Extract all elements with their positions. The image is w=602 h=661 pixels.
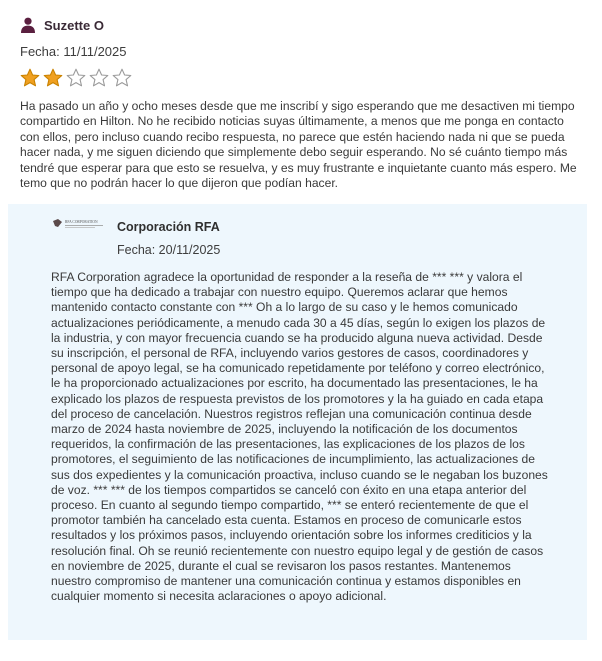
customer-review [0, 0, 602, 191]
user-icon [20, 17, 36, 33]
star-filled-icon [20, 68, 40, 88]
star-empty-icon [112, 68, 132, 88]
company-name[interactable]: Corporación RFA [117, 220, 220, 234]
business-response [8, 204, 587, 640]
svg-text:RFA CORPORATION: RFA CORPORATION [65, 220, 98, 224]
reviewer-header [20, 14, 586, 36]
star-rating [20, 67, 586, 89]
response-date: Fecha: 20/11/2025 [117, 243, 221, 257]
star-filled-icon [43, 68, 63, 88]
star-empty-icon [66, 68, 86, 88]
response-text: RFA Corporation agradece la oportunidad de responder a la reseña de *** *** y valora el tiempo que ha dedicado a trabajar con nuestro equipo. Queremos aclarar que hemos mantenido contacto constante con *** Oh a lo largo de su caso y le hemos comunicado actualizaciones periódicamente, a menudo cada 30 a 45 días, según lo exigen los plazos de la industria, y con mayor frecuencia cuando se ha producido alguna nueva actividad. Desde su inscripción, el personal de RFA, incluyendo varios gestores de casos, coordinadores y personal de apoyo legal, se ha comunicado repetidamente por teléfono y correo electrónico, le ha proporcionado actualizaciones por escrito, ha documentado las presentaciones, le ha explicado los plazos de respuesta previstos de los promotores y la ha guiado en cada etapa del proceso de cancelación. Nuestros registros reflejan una comunicación continua desde marzo de 2024 hasta noviembre de 2025, incluyendo la notificación de los documentos requeridos, la confirmación de las presentaciones, las explicaciones de los plazos de los promotores, el seguimiento de las notificaciones de incumplimiento, las actualizaciones de sus dos expedientes y la comunicación proactiva, incluso cuando se le negaban los buzones de voz. *** *** de los tiempos compartidos se canceló con éxito en una etapa anterior del proceso. En cuanto al segundo tiempo compartido, *** se enteró recientemente de que el promotor también ha cancelado esta cuenta. Estamos en proceso de comunicarle estos resultados y los próximos pasos, incluyendo orientación sobre los informes crediticios y la resolución final. Oh se reunió recientemente con nuestro equipo legal y de gestión de casos en noviembre de 2025, durante el cual se revisaron los pasos restantes. Mantenemos nuestro compromiso de mantener una comunicación continua y estamos disponibles en cualquier momento si necesita aclaraciones o apoyo adicional. [51, 270, 548, 604]
star-empty-icon [89, 68, 109, 88]
review-text: Ha pasado un año y ocho meses desde que me inscribí y sigo esperando que me desactiven mi tiempo compartido en Hilton. No he recibido noticias suyas últimamente, a menos que me ponga en contacto con ellos, pero incluso cuando recibo respuesta, no parece que estén haciendo nada ni que se pueda hacer nada, y me siguen diciendo que simplemente debo seguir esperando. No sé cuánto tiempo más tendré que esperar para que esto se resuelva, y es muy frustrante e inquietante cuanto más espero. Me temo que no podrán hacer lo que dijeron que podían hacer. [20, 99, 577, 191]
reviewer-name[interactable]: Suzette O [44, 17, 104, 33]
company-logo [52, 218, 108, 232]
review-date: Fecha: 11/11/2025 [20, 44, 127, 59]
